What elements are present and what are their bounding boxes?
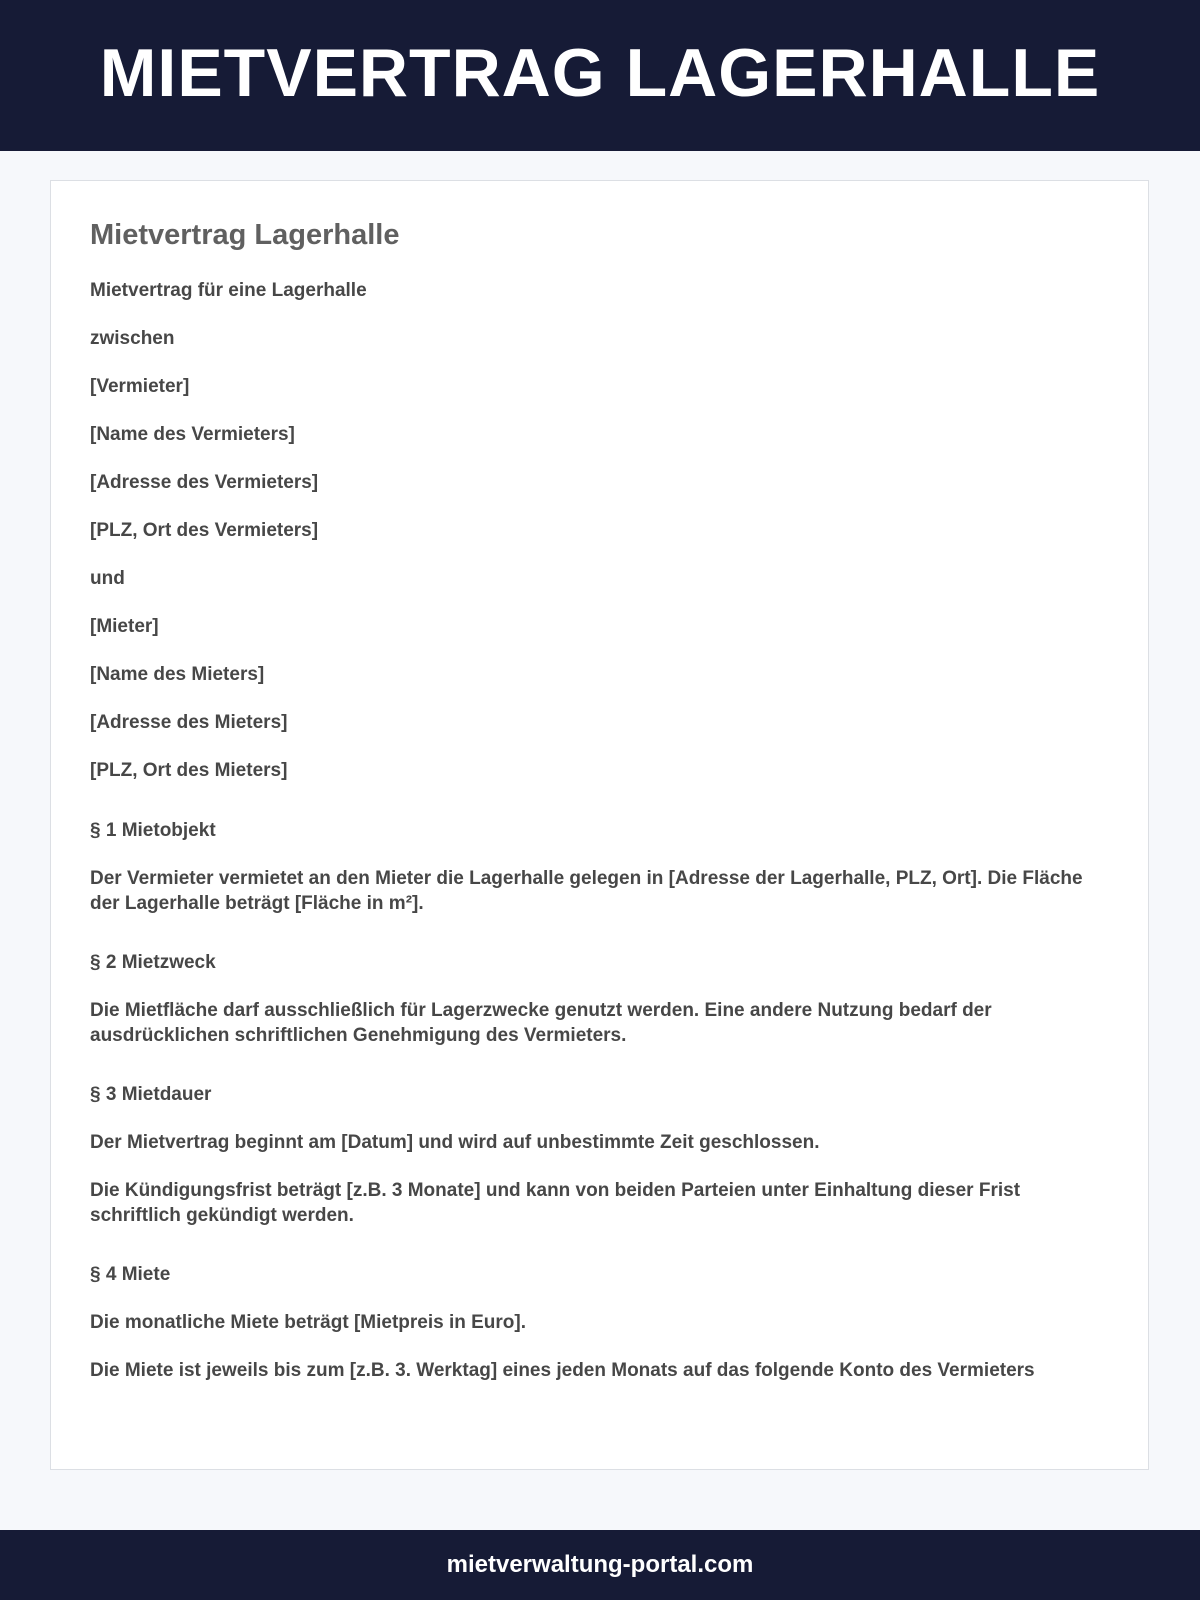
section-1-paragraph: Der Vermieter vermietet an den Mieter die Lagerhalle gelegen in [Adresse der Lagerhalle, PLZ, Ort]. Die Fläche der Lagerhalle beträgt [Fläche in m²]. — [90, 868, 1083, 914]
landlord-name: [Name des Vermieters] — [90, 424, 295, 445]
document-title: Mietvertrag Lagerhalle — [90, 219, 400, 251]
and-text: und — [90, 568, 125, 589]
landlord-role: [Vermieter] — [90, 376, 190, 397]
tenant-address: [Adresse des Mieters] — [90, 712, 288, 733]
section-3-heading: § 3 Mietdauer — [90, 1084, 212, 1105]
section-4-paragraph-1: Die monatliche Miete beträgt [Mietpreis in Euro]. — [90, 1312, 527, 1333]
section-4-heading: § 4 Miete — [90, 1264, 171, 1285]
landlord-address: [Adresse des Vermieters] — [90, 472, 319, 493]
section-3-paragraph-1: Der Mietvertrag beginnt am [Datum] und wird auf unbestimmte Zeit geschlossen. — [90, 1132, 820, 1153]
page-title: MIETVERTRAG LAGERHALLE — [99, 34, 1101, 111]
page-header — [0, 0, 1200, 151]
tenant-role: [Mieter] — [90, 616, 159, 637]
section-2-paragraph: Die Mietfläche darf ausschließlich für Lagerzwecke genutzt werden. Eine andere Nutzung bedarf der ausdrücklichen schriftlichen Genehmigung des Vermieters. — [90, 1000, 992, 1046]
page-footer — [0, 1530, 1200, 1600]
footer-site-link[interactable]: mietverwaltung-portal.com — [446, 1551, 754, 1578]
section-2-heading: § 2 Mietzweck — [90, 952, 216, 973]
document-card — [50, 180, 1149, 1470]
between-text: zwischen — [90, 328, 175, 349]
tenant-name: [Name des Mieters] — [90, 664, 265, 685]
landlord-city: [PLZ, Ort des Vermieters] — [90, 520, 319, 541]
section-3-paragraph-2: Die Kündigungsfrist beträgt [z.B. 3 Monate] und kann von beiden Parteien unter Einhaltung dieser Frist schriftlich gekündigt werden. — [90, 1180, 1021, 1226]
document-subtitle: Mietvertrag für eine Lagerhalle — [90, 280, 367, 301]
section-4-paragraph-2: Die Miete ist jeweils bis zum [z.B. 3. Werktag] eines jeden Monats auf das folgende Konto des Vermieters — [90, 1360, 1035, 1381]
section-1-heading: § 1 Mietobjekt — [90, 820, 216, 841]
tenant-city: [PLZ, Ort des Mieters] — [90, 760, 288, 781]
